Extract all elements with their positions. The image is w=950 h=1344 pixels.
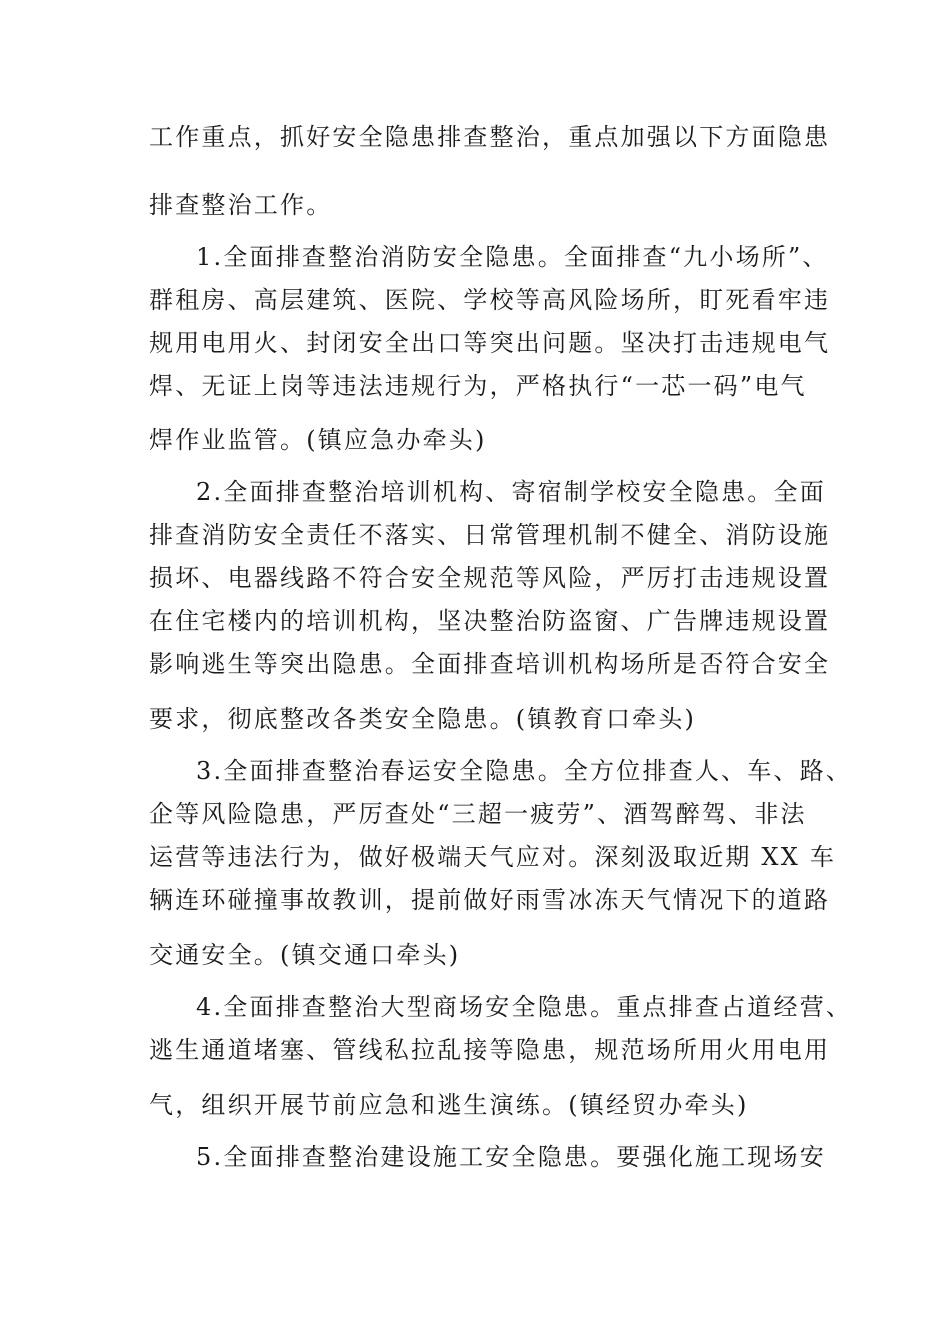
text-line: 焊作业监管。(镇应急办牵头)	[149, 426, 487, 454]
text-line: 交通安全。(镇交通口牵头)	[149, 941, 461, 969]
text-line: 在住宅楼内的培训机构，坚决整治防盗窗、广告牌违规设置	[149, 607, 831, 635]
text-line: 要求，彻底整改各类安全隐患。(镇教育口牵头)	[149, 705, 697, 733]
text-line: 规用电用火、封闭安全出口等突出问题。坚决打击违规电气	[149, 329, 831, 357]
text-line: 逃生通道堵塞、管线私拉乱接等隐患，规范场所用火用电用	[149, 1036, 831, 1064]
text-line: 2.全面排查整治培训机构、寄宿制学校安全隐患。全面	[196, 478, 826, 506]
text-line: 群租房、高层建筑、医院、学校等高风险场所，盯死看牢违	[149, 286, 831, 314]
text-line: 损坏、电器线路不符合安全规范等风险，严厉打击违规设置	[149, 564, 831, 592]
text-line: 5.全面排查整治建设施工安全隐患。要强化施工现场安	[196, 1143, 826, 1171]
text-line: 气，组织开展节前应急和逃生演练。(镇经贸办牵头)	[149, 1091, 749, 1119]
text-line: 排查整治工作。	[149, 191, 333, 219]
text-line: 运营等违法行为，做好极端天气应对。深刻汲取近期 XX 车	[149, 843, 837, 871]
text-line: 4.全面排查整治大型商场安全隐患。重点排查占道经营、	[196, 993, 853, 1021]
text-line: 3.全面排查整治春运安全隐患。全方位排查人、车、路、	[196, 757, 853, 785]
text-line: 排查消防安全责任不落实、日常管理机制不健全、消防设施	[149, 521, 831, 549]
text-line: 企等风险隐患，严厉查处“三超一疲劳”、酒驾醉驾、非法	[149, 800, 807, 828]
text-line: 工作重点，抓好安全隐患排查整治，重点加强以下方面隐患	[149, 123, 831, 151]
text-line: 影响逃生等突出隐患。全面排查培训机构场所是否符合安全	[149, 650, 831, 678]
text-line: 1.全面排查整治消防安全隐患。全面排查“九小场所”、	[196, 243, 829, 271]
text-line: 焊、无证上岗等违法违规行为，严格执行“一芯一码”电气	[149, 372, 807, 400]
text-line: 辆连环碰撞事故教训，提前做好雨雪冰冻天气情况下的道路	[149, 886, 831, 914]
